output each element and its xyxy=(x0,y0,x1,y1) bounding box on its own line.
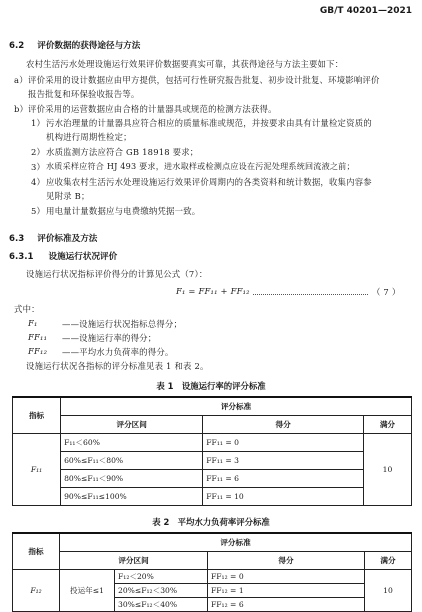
table-1 xyxy=(12,396,412,506)
range-cell: 20%≤F₁₂＜30% xyxy=(115,584,208,598)
tables-note: 设施运行状况各指标的评分标准见表 1 和表 2。 xyxy=(26,361,209,371)
range-cell: 90%≤F₁₁≤100% xyxy=(61,488,203,506)
header-range: 评分区间 xyxy=(60,552,208,570)
table-2 xyxy=(12,532,412,612)
section-6-3-1-heading xyxy=(9,250,117,262)
section-6-3-heading xyxy=(9,232,97,244)
leader-dots xyxy=(253,294,368,295)
indicator-cell: F₁₂ xyxy=(13,570,60,612)
sub-item-3-line1: 水质采样应符合 HJ 493 要求，进水取样或检测点应设在污泥处理系统回流液之前； xyxy=(46,161,355,171)
section-title: 设施运行状况评价 xyxy=(48,252,118,262)
sub-item-1-line2: 机构进行周期性检定； xyxy=(46,132,132,142)
range-cell: 80%≤F₁₁＜90% xyxy=(61,470,203,488)
list-label-b: b） xyxy=(14,104,29,114)
indicator-cell: F₁₁ xyxy=(13,434,61,506)
sub-item-4-line2: 见附录 B； xyxy=(46,191,90,201)
section-number: 6.2 xyxy=(9,41,25,51)
formula-number: （ 7 ） xyxy=(372,287,401,297)
score-cell: FF₁₂ = 6 xyxy=(208,598,365,612)
header-indicator: 指标 xyxy=(13,397,61,434)
section-number: 6.3.1 xyxy=(9,252,34,262)
header-score: 得分 xyxy=(203,416,364,434)
sub-item-4-line1: 应收集农村生活污水处理设施运行效果评价周期内的各类资料和统计数据，收集内容参 xyxy=(46,177,372,187)
table-1-caption: 表 1 设施运行率的评分标准 xyxy=(156,381,266,391)
var-description: ——平均水力负荷率的得分。 xyxy=(62,347,174,357)
sub-item-5-line1: 用电量计量数据应与电费缴纳凭据一致。 xyxy=(46,206,201,216)
sub-item-4-num: 4） xyxy=(31,177,46,187)
standard-code: GB/T 40201—2021 xyxy=(319,6,412,16)
var-symbol: FF₁₁ xyxy=(28,332,48,342)
section-title: 评价数据的获得途径与方法 xyxy=(37,41,141,51)
section-6-2-heading xyxy=(9,39,140,51)
var-symbol: F₁ xyxy=(28,318,38,328)
score-cell: FF₁₁ = 3 xyxy=(203,452,364,470)
list-item-a-line2: 报告批复和环保验收报告等。 xyxy=(28,89,140,99)
range-cell: 30%≤F₁₂＜40% xyxy=(115,598,208,612)
score-cell: FF₁₁ = 6 xyxy=(203,470,364,488)
full-score-cell: 10 xyxy=(365,570,412,612)
var-description: ——设施运行率的得分； xyxy=(62,333,157,343)
score-cell: FF₁₁ = 10 xyxy=(203,488,364,506)
list-label-a: a） xyxy=(14,75,28,85)
table-row xyxy=(13,470,412,488)
formula: F₁ = FF₁₁ + FF₁₂ xyxy=(176,286,250,296)
header-score: 得分 xyxy=(208,552,365,570)
sub-item-1-num: 1） xyxy=(31,118,46,128)
sub-item-3-num: 3） xyxy=(31,162,46,172)
sub-item-5-num: 5） xyxy=(31,206,46,216)
where-label: 式中： xyxy=(14,304,40,314)
score-cell: FF₁₂ = 0 xyxy=(208,570,365,584)
formula-intro: 设施运行状况指标评价得分的计算见公式（7）： xyxy=(26,269,208,279)
header-standard: 评分标准 xyxy=(60,533,412,552)
header-range: 评分区间 xyxy=(61,416,203,434)
section-title: 评价标准及方法 xyxy=(37,234,98,244)
header-full: 满分 xyxy=(363,416,411,434)
header-indicator: 指标 xyxy=(13,533,60,570)
table-row xyxy=(13,570,412,584)
section-number: 6.3 xyxy=(9,234,25,244)
table-2-caption: 表 2 平均水力负荷率评分标准 xyxy=(152,517,270,527)
intro-paragraph: 农村生活污水处理设施运行效果评价数据要真实可靠，其获得途径与方法主要如下： xyxy=(26,59,344,69)
header-standard: 评分标准 xyxy=(61,397,412,416)
header-full: 满分 xyxy=(365,552,412,570)
table-row xyxy=(13,452,412,470)
full-score-cell: 10 xyxy=(363,434,411,506)
sub-item-2-line1: 水质监测方法应符合 GB 18918 要求； xyxy=(46,147,199,157)
list-item-a-line1: 评价采用的设计数据应由甲方提供，包括可行性研究报告批复、初步设计批复、环境影响评价 xyxy=(28,75,380,85)
var-description: ——设施运行状况指标总得分； xyxy=(62,319,183,329)
score-cell: FF₁₁ = 0 xyxy=(203,434,364,452)
list-item-b: 评价采用的运营数据应由合格的计量器具或规范的检测方法获得。 xyxy=(28,104,277,114)
range-cell: F₁₂＜20% xyxy=(115,570,208,584)
range-cell: F₁₁＜60% xyxy=(61,434,203,452)
var-symbol: FF₁₂ xyxy=(28,346,48,356)
group-cell: 投运年≤1 xyxy=(60,570,115,612)
sub-item-2-num: 2） xyxy=(31,147,46,157)
table-row xyxy=(13,434,412,452)
score-cell: FF₁₂ = 1 xyxy=(208,584,365,598)
sub-item-1-line1: 污水治理量的计量器具应符合相应的质量标准或规范，并按要求由具有计量检定资质的 xyxy=(46,118,372,128)
table-row xyxy=(13,488,412,506)
range-cell: 60%≤F₁₁＜80% xyxy=(61,452,203,470)
